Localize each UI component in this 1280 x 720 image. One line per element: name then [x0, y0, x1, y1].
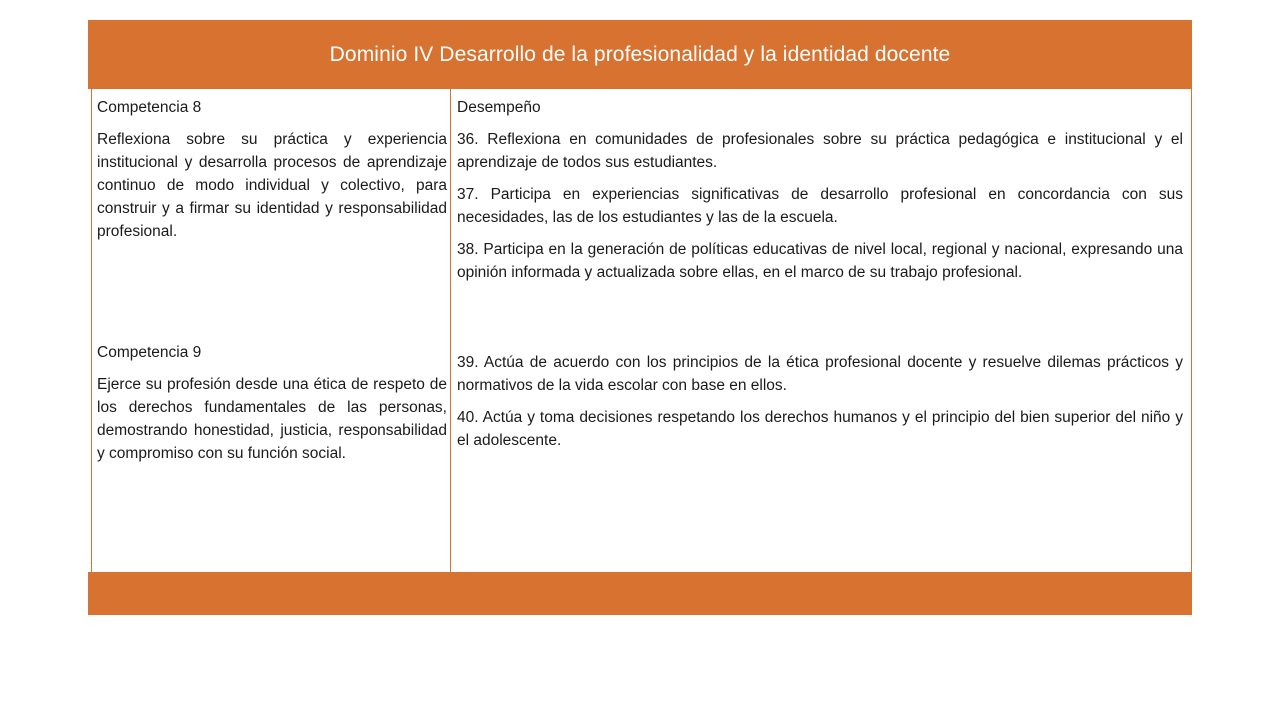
desempeno-heading: Desempeño: [457, 99, 541, 116]
table-title: Dominio IV Desarrollo de la profesionalidad y la identidad docente: [329, 42, 951, 66]
competencias-column: [91, 89, 451, 572]
table-body: [88, 89, 1192, 572]
competencia-9-label: Competencia 9: [97, 344, 202, 361]
table-header: [88, 20, 1192, 89]
desempeno-item-37: 37. Participa en experiencias significativas de desarrollo profesional en concordancia con sus necesidades, las de los estudiantes y las de la escuela.: [457, 186, 1183, 226]
domain-table: [88, 20, 1192, 615]
desempeno-column: [451, 89, 1192, 572]
competencia-8-text: Reflexiona sobre su práctica y experiencia institucional y desarrolla procesos de aprendizaje continuo de modo individual y colectivo, para construir y a firmar su identidad y responsabilidad profesional.: [97, 131, 447, 240]
competencia-9-text: Ejerce su profesión desde una ética de respeto de los derechos fundamentales de las personas, demostrando honestidad, justicia, responsabilidad y compromiso con su función social.: [97, 376, 447, 462]
desempeno-item-36: 36. Reflexiona en comunidades de profesionales sobre su práctica pedagógica e institucional y el aprendizaje de todos sus estudiantes.: [457, 131, 1183, 171]
desempeno-item-38: 38. Participa en la generación de políticas educativas de nivel local, regional y nacional, expresando una opinión informada y actualizada sobre ellas, en el marco de su trabajo profesional.: [457, 241, 1183, 281]
competencia-8-label: Competencia 8: [97, 99, 202, 116]
table-footer: [88, 572, 1192, 615]
desempeno-item-39: 39. Actúa de acuerdo con los principios de la ética profesional docente y resuelve dilemas prácticos y normativos de la vida escolar con base en ellos.: [457, 354, 1183, 394]
desempeno-item-40: 40. Actúa y toma decisiones respetando los derechos humanos y el principio del bien superior del niño y el adolescente.: [457, 409, 1183, 449]
